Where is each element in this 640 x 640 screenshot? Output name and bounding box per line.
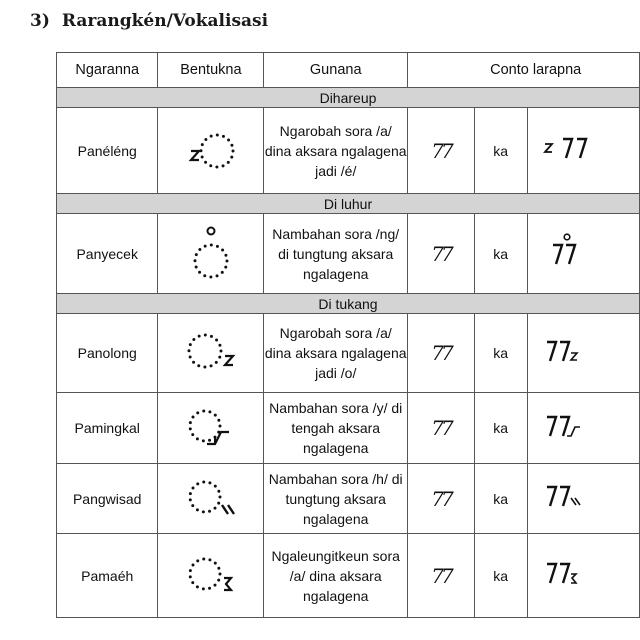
mark-shape-cell [158, 534, 264, 618]
section-row-above [57, 194, 640, 214]
mark-function: Ngaleungitkeun sora /a/ dina aksara ngalagena [264, 534, 408, 618]
sundanese-glyph: 77 [408, 214, 475, 294]
mark-shape-cell [158, 214, 264, 294]
example-cell [527, 464, 639, 534]
section-label: Di tukang [57, 294, 640, 314]
mark-shape-cell [158, 108, 264, 194]
mark-function: Nambahan sora /y/ di tengah aksara ngalagena [264, 393, 408, 464]
mark-shape-cell [158, 393, 264, 464]
sundanese-glyph: 77 [408, 464, 475, 534]
pamaeh-mark-icon [171, 546, 251, 606]
mark-function: Nambahan sora /ng/ di tungtung aksara ngalagena [264, 214, 408, 294]
example-cell [527, 393, 639, 464]
mark-function: Nambahan sora /h/ di tungtung aksara ngalagena [264, 464, 408, 534]
paneleng-example-icon [543, 128, 623, 168]
vocalization-table [56, 52, 640, 618]
sundanese-glyph: 77 [408, 108, 475, 194]
table-row [57, 108, 640, 194]
mark-shape-cell [158, 314, 264, 393]
sundanese-glyph: 77 [408, 314, 475, 393]
panolong-example-icon [543, 331, 623, 371]
table-row [57, 314, 640, 393]
latin-reading: ka [474, 464, 527, 534]
mark-function: Ngarobah sora /a/ dina aksara ngalagena jadi /o/ [264, 314, 408, 393]
example-cell [527, 214, 639, 294]
heading-title: Rarangkén/Vokalisasi [61, 11, 269, 31]
panyecek-example-icon [543, 231, 623, 271]
pangwisad-example-icon [543, 476, 623, 516]
section-row-behind [57, 294, 640, 314]
latin-reading: ka [474, 108, 527, 194]
col-header-function: Gunana [264, 53, 408, 88]
panolong-mark-icon [171, 323, 251, 383]
latin-reading: ka [474, 214, 527, 294]
panyecek-mark-icon [171, 221, 251, 287]
pamingkal-mark-icon [171, 400, 251, 456]
example-cell [527, 534, 639, 618]
pamaeh-example-icon [543, 553, 623, 593]
sundanese-glyph: 77 [408, 393, 475, 464]
section-heading [30, 11, 268, 31]
example-cell [527, 314, 639, 393]
latin-reading: ka [474, 314, 527, 393]
section-label: Di luhur [57, 194, 640, 214]
col-header-form: Bentukna [158, 53, 264, 88]
table-row [57, 534, 640, 618]
mark-name: Panéléng [57, 108, 158, 194]
pangwisad-mark-icon [171, 471, 251, 527]
col-header-name: Ngaranna [57, 53, 158, 88]
latin-reading: ka [474, 393, 527, 464]
table-row [57, 393, 640, 464]
col-header-example: Conto larapna [408, 53, 640, 88]
mark-name: Pamingkal [57, 393, 158, 464]
mark-name: Pamaéh [57, 534, 158, 618]
mark-name: Pangwisad [57, 464, 158, 534]
pamingkal-example-icon [543, 406, 623, 446]
mark-name: Panolong [57, 314, 158, 393]
table-row [57, 464, 640, 534]
mark-name: Panyecek [57, 214, 158, 294]
section-row-top [57, 88, 640, 108]
mark-function: Ngarobah sora /a/ dina aksara ngalagena jadi /é/ [264, 108, 408, 194]
table-row [57, 214, 640, 294]
section-label: Dihareup [57, 88, 640, 108]
header-row [57, 53, 640, 88]
paneleng-mark-icon [171, 121, 251, 181]
mark-shape-cell [158, 464, 264, 534]
sundanese-glyph: 77 [408, 534, 475, 618]
heading-number: 3) [30, 11, 50, 31]
example-cell [527, 108, 639, 194]
latin-reading: ka [474, 534, 527, 618]
